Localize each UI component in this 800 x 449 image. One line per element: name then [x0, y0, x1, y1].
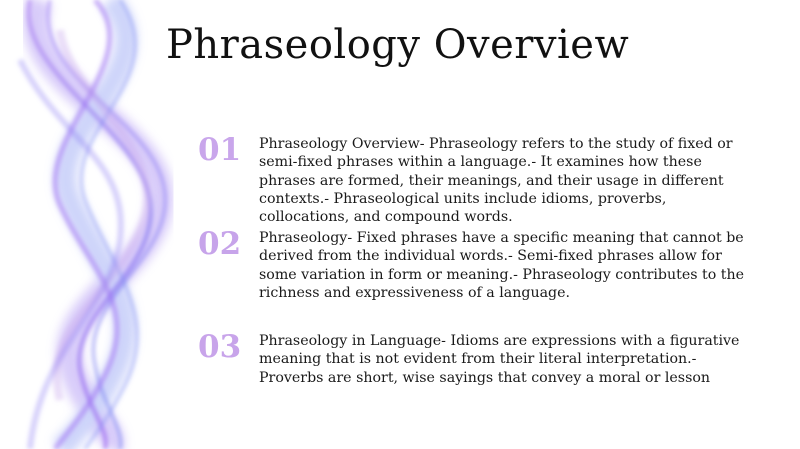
item-text: Phraseology- Fixed phrases have a specific meaning that cannot be derived from the individual words.- Semi-fixed phrases allow for some variation in form or meaning.- Phraseology contributes to the richness and expressiveness of a language. — [259, 230, 745, 301]
item-text: Phraseology in Language- Idioms are expressions with a figurative meaning that is not evident from their literal interpretation.- Proverbs are short, wise sayings that convey a moral or lesson — [259, 333, 740, 386]
item-number: 02 — [198, 226, 242, 262]
item-number: 01 — [198, 132, 242, 168]
item-number: 03 — [198, 329, 242, 365]
item-text: Phraseology Overview- Phraseology refers to the study of fixed or semi-fixed phrases within a language.- It examines how these phrases are formed, their meanings, and their usage in different contexts.- Phraseological units include idioms, proverbs, collocations, and compound words. — [259, 136, 733, 226]
slide-title: Phraseology Overview — [166, 22, 630, 68]
